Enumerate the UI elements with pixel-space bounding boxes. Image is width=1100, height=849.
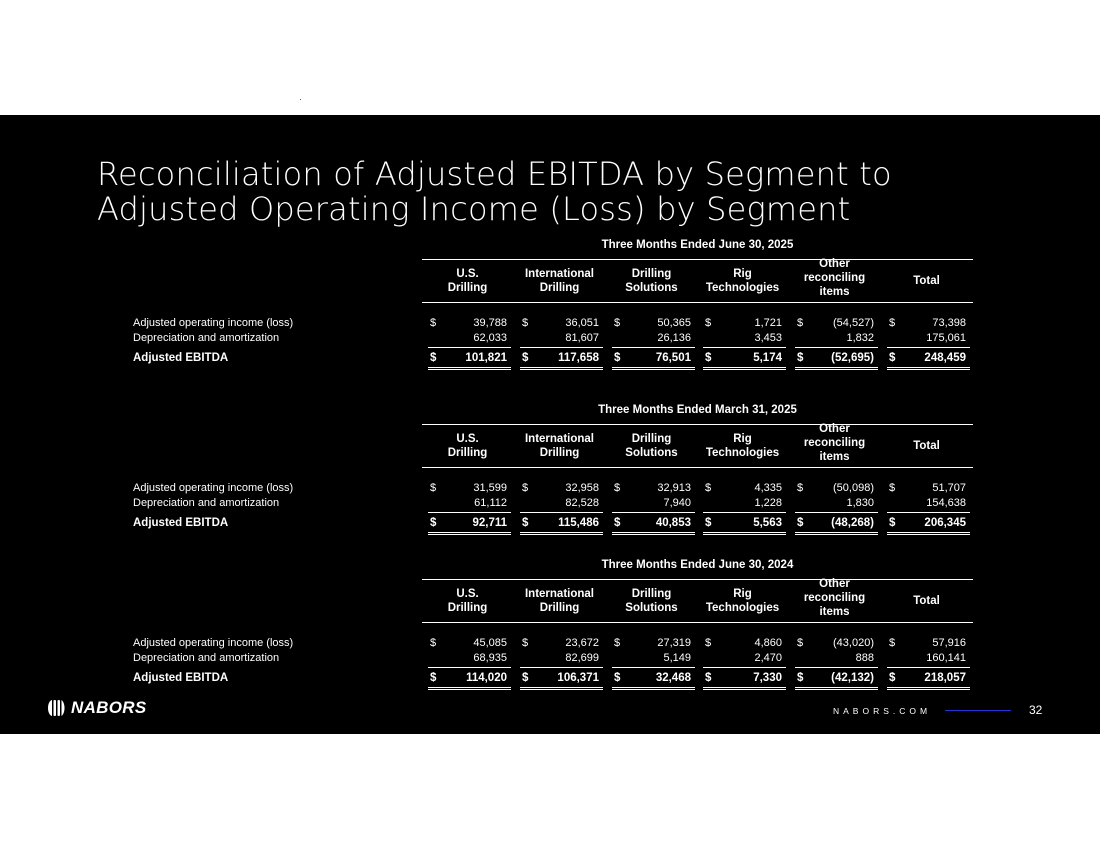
value-cell	[703, 352, 786, 370]
currency-symbol: $	[430, 482, 437, 494]
cell-value: 206,345	[924, 517, 966, 529]
column-header-line: reconciling	[803, 592, 866, 604]
value-cell	[795, 352, 878, 370]
cell-value: 5,174	[753, 352, 782, 364]
value-cell	[887, 652, 970, 668]
value-cell	[887, 317, 970, 332]
currency-symbol: $	[430, 637, 437, 649]
cell-value: 76,501	[655, 352, 691, 364]
value-cell	[795, 332, 878, 348]
cell-value: 23,672	[565, 637, 599, 649]
value-cell	[428, 482, 511, 497]
value-cell	[428, 517, 511, 535]
cell-value: 4,860	[754, 637, 782, 649]
cell-value: 26,136	[657, 332, 691, 344]
value-cell	[612, 517, 695, 535]
currency-symbol: $	[522, 517, 529, 529]
cell-value: 115,486	[558, 517, 599, 529]
value-cell	[795, 672, 878, 690]
ebitda-row	[0, 517, 1100, 532]
value-cell	[887, 497, 970, 513]
currency-symbol: $	[797, 517, 804, 529]
currency-symbol: $	[430, 672, 437, 684]
cell-value: 32,958	[565, 482, 599, 494]
value-cell	[612, 352, 695, 370]
currency-symbol: $	[797, 482, 804, 494]
logo-wordmark: NABORS	[71, 698, 147, 717]
cell-value: 50,365	[657, 317, 691, 329]
title-line-2: Adjusted Operating Income (Loss) by Segment	[97, 190, 851, 228]
value-cell	[612, 497, 695, 513]
currency-symbol: $	[522, 482, 529, 494]
currency-symbol: $	[889, 352, 896, 364]
cell-value: (43,020)	[833, 637, 874, 649]
value-cell	[795, 317, 878, 332]
row-label: Depreciation and amortization	[133, 497, 280, 509]
period-header: Three Months Ended June 30, 2024	[601, 559, 794, 571]
column-header-line: items	[819, 606, 850, 618]
currency-symbol: $	[889, 317, 896, 329]
currency-symbol: $	[614, 482, 621, 494]
column-header	[698, 267, 788, 295]
cell-value: 1,830	[846, 497, 874, 509]
ebitda-row	[0, 672, 1100, 687]
value-cell	[703, 497, 786, 513]
currency-symbol: $	[522, 352, 529, 364]
cell-value: (50,098)	[833, 482, 874, 494]
value-cell	[887, 332, 970, 348]
value-cell	[703, 482, 786, 497]
currency-symbol: $	[889, 637, 896, 649]
column-header-line: Technologies	[705, 282, 780, 294]
row-label: Adjusted operating income (loss)	[133, 482, 294, 494]
page-number: 32	[1029, 703, 1043, 717]
column-header-line: Drilling	[447, 602, 488, 614]
currency-symbol: $	[614, 637, 621, 649]
table-row	[0, 497, 1100, 512]
cell-value: 3,453	[754, 332, 782, 344]
currency-symbol: $	[705, 352, 712, 364]
cell-value: 175,061	[926, 332, 966, 344]
header-rule	[422, 302, 973, 303]
currency-symbol: $	[430, 352, 437, 364]
value-cell	[612, 652, 695, 668]
column-header	[423, 587, 513, 615]
nabors-logo	[46, 698, 146, 718]
value-cell	[703, 317, 786, 332]
column-header-line: Technologies	[705, 447, 780, 459]
currency-symbol: $	[614, 352, 621, 364]
cell-value: 57,916	[932, 637, 966, 649]
value-cell	[428, 497, 511, 513]
column-header	[607, 432, 697, 460]
column-header	[790, 577, 880, 619]
currency-symbol: $	[522, 637, 529, 649]
column-header	[607, 587, 697, 615]
cell-value: 4,335	[754, 482, 782, 494]
column-header-line: Rig	[733, 268, 752, 280]
value-cell	[520, 672, 603, 690]
row-label: Depreciation and amortization	[133, 652, 280, 664]
column-header-line: Solutions	[625, 447, 678, 459]
cell-value: 32,913	[657, 482, 691, 494]
column-header-line: items	[819, 451, 850, 463]
header-rule	[422, 622, 973, 623]
cell-value: 5,149	[663, 652, 691, 664]
cell-value: 45,085	[473, 637, 507, 649]
value-cell	[703, 637, 786, 652]
row-label: Adjusted EBITDA	[133, 672, 229, 684]
column-header-line: reconciling	[803, 437, 866, 449]
slide	[0, 115, 1100, 734]
column-header-line: Solutions	[625, 602, 678, 614]
column-header-line: Drilling	[447, 447, 488, 459]
value-cell	[428, 672, 511, 690]
value-cell	[612, 482, 695, 497]
value-cell	[795, 497, 878, 513]
period-rule	[422, 259, 973, 260]
cell-value: 114,020	[466, 672, 507, 684]
currency-symbol: $	[705, 482, 712, 494]
value-cell	[612, 332, 695, 348]
currency-symbol: $	[889, 482, 896, 494]
cell-value: 248,459	[924, 352, 966, 364]
cell-value: 1,721	[754, 317, 782, 329]
column-header	[882, 439, 972, 453]
cell-value: 68,935	[473, 652, 507, 664]
currency-symbol: $	[889, 672, 896, 684]
row-label: Adjusted EBITDA	[133, 517, 229, 529]
cell-value: 51,707	[932, 482, 966, 494]
table-row	[0, 652, 1100, 667]
cell-value: (48,268)	[831, 517, 874, 529]
currency-symbol: $	[614, 317, 621, 329]
value-cell	[612, 672, 695, 690]
cell-value: 39,788	[473, 317, 507, 329]
value-cell	[520, 317, 603, 332]
page-speck	[300, 99, 301, 100]
column-header-line: Total	[913, 440, 940, 452]
column-header-line: reconciling	[803, 272, 866, 284]
value-cell	[887, 637, 970, 652]
cell-value: (42,132)	[831, 672, 874, 684]
value-cell	[887, 517, 970, 535]
column-header	[882, 594, 972, 608]
cell-value: 36,051	[565, 317, 599, 329]
column-header-line: Drilling	[539, 447, 580, 459]
ebitda-row	[0, 352, 1100, 367]
column-header-line: Other	[819, 578, 850, 590]
cell-value: 61,112	[474, 497, 507, 509]
currency-symbol: $	[430, 317, 437, 329]
cell-value: 106,371	[557, 672, 599, 684]
cell-value: 888	[855, 652, 874, 664]
column-header	[790, 257, 880, 299]
column-header-line: Drilling	[447, 282, 488, 294]
value-cell	[703, 332, 786, 348]
cell-value: 81,607	[565, 332, 599, 344]
column-header-line: International	[524, 433, 594, 445]
table-row	[0, 332, 1100, 347]
cell-value: 32,468	[655, 672, 691, 684]
column-header-line: International	[524, 268, 594, 280]
row-label: Depreciation and amortization	[133, 332, 280, 344]
column-header-line: items	[819, 286, 850, 298]
value-cell	[520, 652, 603, 668]
cell-value: 62,033	[473, 332, 507, 344]
column-header	[423, 267, 513, 295]
cell-value: 82,699	[565, 652, 599, 664]
cell-value: 40,853	[655, 517, 691, 529]
cell-value: 101,821	[465, 352, 507, 364]
value-cell	[795, 517, 878, 535]
column-header	[607, 267, 697, 295]
currency-symbol: $	[430, 517, 437, 529]
value-cell	[887, 672, 970, 690]
table-row	[0, 637, 1100, 652]
cell-value: 73,398	[932, 317, 966, 329]
value-cell	[428, 637, 511, 652]
cell-value: 160,141	[926, 652, 966, 664]
row-label: Adjusted operating income (loss)	[133, 317, 294, 329]
period-header: Three Months Ended June 30, 2025	[601, 239, 794, 251]
currency-symbol: $	[797, 672, 804, 684]
column-header	[515, 587, 605, 615]
value-cell	[887, 482, 970, 497]
value-cell	[887, 352, 970, 370]
currency-symbol: $	[705, 672, 712, 684]
column-header-line: International	[524, 588, 594, 600]
column-header-line: Technologies	[705, 602, 780, 614]
currency-symbol: $	[522, 317, 529, 329]
cell-value: 82,528	[565, 497, 599, 509]
column-header	[423, 432, 513, 460]
value-cell	[520, 332, 603, 348]
currency-symbol: $	[705, 517, 712, 529]
cell-value: 117,658	[558, 352, 599, 364]
column-header	[698, 432, 788, 460]
column-header	[515, 432, 605, 460]
value-cell	[428, 652, 511, 668]
period-rule	[422, 579, 973, 580]
cell-value: 7,940	[663, 497, 691, 509]
value-cell	[703, 517, 786, 535]
column-header-line: U.S.	[456, 433, 479, 445]
column-header	[515, 267, 605, 295]
column-header	[882, 274, 972, 288]
cell-value: (52,695)	[831, 352, 874, 364]
cell-value: 218,057	[924, 672, 966, 684]
currency-symbol: $	[522, 672, 529, 684]
cell-value: 27,319	[657, 637, 691, 649]
row-label: Adjusted operating income (loss)	[133, 637, 294, 649]
footer-accent-line	[945, 710, 1011, 711]
cell-value: 7,330	[753, 672, 782, 684]
column-header-line: Solutions	[625, 282, 678, 294]
period-header: Three Months Ended March 31, 2025	[598, 404, 797, 416]
currency-symbol: $	[614, 672, 621, 684]
value-cell	[795, 637, 878, 652]
cell-value: 92,711	[472, 517, 507, 529]
value-cell	[428, 332, 511, 348]
currency-symbol: $	[797, 317, 804, 329]
cell-value: 5,563	[753, 517, 782, 529]
value-cell	[795, 482, 878, 497]
value-cell	[703, 672, 786, 690]
cell-value: (54,527)	[833, 317, 874, 329]
value-cell	[428, 352, 511, 370]
column-header-line: Drilling	[631, 268, 672, 280]
value-cell	[520, 637, 603, 652]
column-header-line: Drilling	[539, 282, 580, 294]
column-header	[790, 422, 880, 464]
cell-value: 1,228	[754, 497, 782, 509]
value-cell	[612, 637, 695, 652]
title-line-1: Reconciliation of Adjusted EBITDA by Segment to	[97, 155, 892, 193]
value-cell	[795, 652, 878, 668]
cell-value: 31,599	[473, 482, 507, 494]
column-header-line: Rig	[733, 588, 752, 600]
column-header-line: U.S.	[456, 588, 479, 600]
cell-value: 1,832	[846, 332, 874, 344]
column-header-line: Total	[913, 275, 940, 287]
column-header-line: Drilling	[631, 588, 672, 600]
table-row	[0, 482, 1100, 497]
currency-symbol: $	[705, 317, 712, 329]
value-cell	[703, 652, 786, 668]
nabors-mark-icon	[46, 698, 66, 718]
value-cell	[520, 497, 603, 513]
currency-symbol: $	[797, 637, 804, 649]
column-header-line: Other	[819, 258, 850, 270]
cell-value: 2,470	[754, 652, 782, 664]
column-header-line: Drilling	[539, 602, 580, 614]
column-header	[698, 587, 788, 615]
period-rule	[422, 424, 973, 425]
value-cell	[612, 317, 695, 332]
column-header-line: Drilling	[631, 433, 672, 445]
value-cell	[428, 317, 511, 332]
column-header-line: Total	[913, 595, 940, 607]
column-header-line: Rig	[733, 433, 752, 445]
page-title	[97, 157, 892, 227]
footer-url[interactable]: NABORS.COM	[833, 706, 932, 716]
currency-symbol: $	[889, 517, 896, 529]
table-row	[0, 317, 1100, 332]
value-cell	[520, 482, 603, 497]
value-cell	[520, 352, 603, 370]
column-header-line: U.S.	[456, 268, 479, 280]
column-header-line: Other	[819, 423, 850, 435]
row-label: Adjusted EBITDA	[133, 352, 229, 364]
currency-symbol: $	[705, 637, 712, 649]
cell-value: 154,638	[926, 497, 966, 509]
header-rule	[422, 467, 973, 468]
currency-symbol: $	[614, 517, 621, 529]
value-cell	[520, 517, 603, 535]
currency-symbol: $	[797, 352, 804, 364]
